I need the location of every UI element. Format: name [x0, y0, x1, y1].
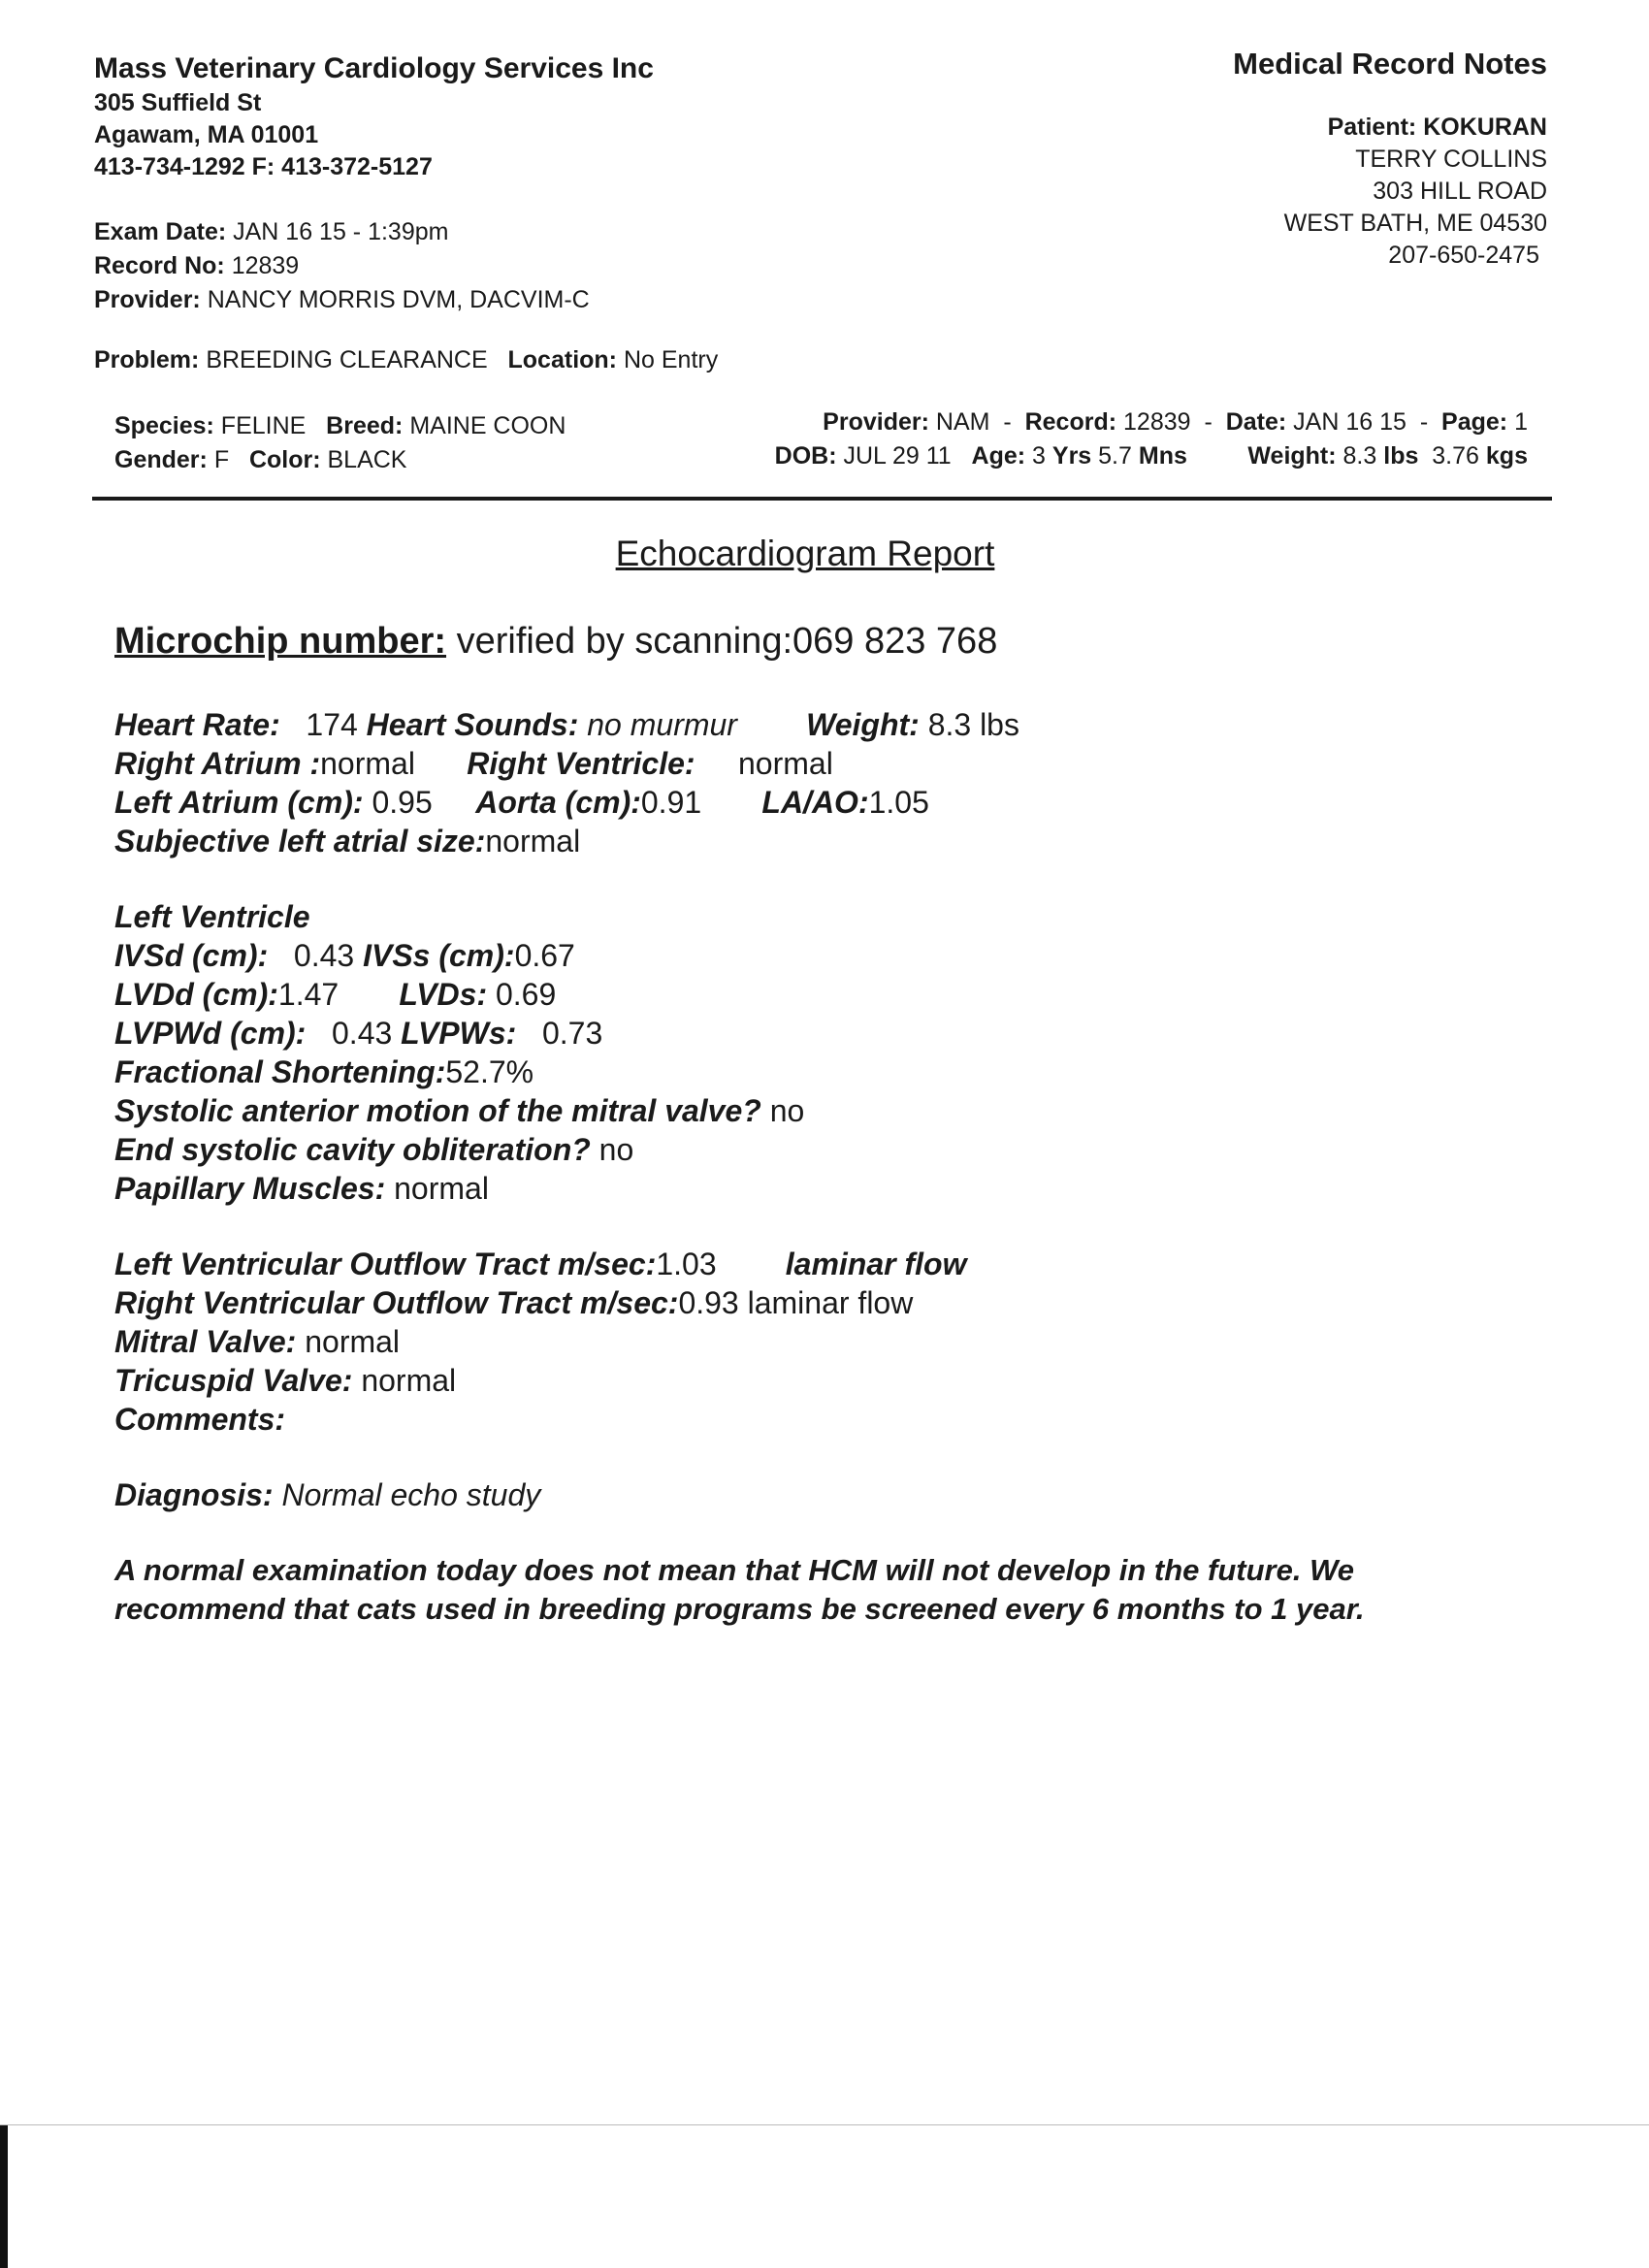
- heart-rate-value: 174: [306, 707, 358, 742]
- sig-provider-value: NAM: [935, 408, 990, 436]
- exam-date-label: Exam Date:: [94, 218, 227, 245]
- problem-value: BREEDING CLEARANCE: [206, 346, 488, 373]
- ivsd-value: 0.43: [293, 938, 355, 973]
- papillary-label: Papillary Muscles:: [114, 1171, 386, 1206]
- ra-value: normal: [320, 746, 415, 781]
- weight-label: Weight:: [1247, 442, 1337, 470]
- microchip-value: verified by scanning:069 823 768: [456, 621, 998, 662]
- color-label: Color:: [248, 446, 321, 473]
- exam-info: [94, 215, 590, 317]
- tricuspid-line: [114, 1361, 1365, 1400]
- owner-phone: 207-650-2475: [1388, 242, 1539, 269]
- age-years-unit: Yrs: [1051, 442, 1092, 470]
- ra-label: Right Atrium :: [114, 746, 321, 781]
- scan-edge-mark: [0, 2124, 8, 2268]
- tricuspid-value: normal: [361, 1363, 457, 1398]
- heart-sounds-label: Heart Sounds:: [366, 707, 579, 742]
- owner-address2: WEST BATH, ME 04530: [1283, 210, 1547, 237]
- record-title: Medical Record Notes: [1233, 47, 1547, 81]
- age-label: Age:: [971, 442, 1026, 470]
- rvot-line: [114, 1283, 1365, 1322]
- laao-label: LA/AO:: [761, 785, 869, 820]
- ivsd-label: IVSd (cm):: [114, 938, 269, 973]
- lvot-value: 1.03: [656, 1247, 717, 1281]
- diagnosis-label: Diagnosis:: [114, 1477, 274, 1512]
- weight-lbs-unit: lbs: [1383, 442, 1419, 470]
- mitral-value: normal: [305, 1324, 401, 1359]
- heart-line: [114, 705, 1365, 744]
- lvd-line: [114, 975, 1365, 1014]
- gender-value: F: [213, 446, 230, 473]
- aorta-value: 0.91: [640, 785, 702, 820]
- weight-kgs: 3.76: [1432, 442, 1479, 470]
- sig-page-value: 1: [1514, 408, 1528, 436]
- esco-value: no: [598, 1132, 634, 1167]
- sig-record-value: 12839: [1123, 408, 1191, 436]
- lvot-flow: laminar flow: [785, 1247, 967, 1281]
- lvot-line: [114, 1245, 1365, 1283]
- laao-value: 1.05: [868, 785, 929, 820]
- lvpws-value: 0.73: [541, 1016, 603, 1051]
- record-no-label: Record No:: [94, 252, 225, 279]
- heart-rate-label: Heart Rate:: [114, 707, 280, 742]
- fs-line: [114, 1053, 1365, 1091]
- rvot-value: 0.93 laminar flow: [678, 1285, 914, 1320]
- age-years: 3: [1032, 442, 1046, 470]
- weight-kgs-unit: kgs: [1485, 442, 1528, 470]
- sam-line: [114, 1091, 1365, 1130]
- la-label: Left Atrium (cm):: [114, 785, 364, 820]
- lv-heading: Left Ventricle: [114, 899, 310, 934]
- disclaimer-line2: recommend that cats used in breeding programs be screened every 6 months to 1 year.: [114, 1592, 1365, 1626]
- owner-name: TERRY COLLINS: [1355, 146, 1547, 173]
- breed-value: MAINE COON: [409, 412, 566, 439]
- signalment-left: [114, 409, 566, 477]
- diagnosis-value: Normal echo study: [281, 1477, 541, 1512]
- species-value: FELINE: [220, 412, 307, 439]
- atrium-line: [114, 744, 1365, 783]
- gender-label: Gender:: [114, 446, 208, 473]
- location-value: No Entry: [623, 346, 719, 373]
- problem-line: [94, 344, 718, 376]
- problem-label: Problem:: [94, 346, 200, 373]
- ivss-value: 0.67: [514, 938, 575, 973]
- aorta-label: Aorta (cm):: [475, 785, 641, 820]
- rv-value: normal: [738, 746, 833, 781]
- lvdd-label: LVDd (cm):: [114, 977, 278, 1012]
- signalment-right: [775, 405, 1528, 473]
- scan-fold-line: [0, 2124, 1649, 2125]
- esco-line: [114, 1130, 1365, 1169]
- age-months-unit: Mns: [1138, 442, 1187, 470]
- rv-label: Right Ventricle:: [467, 746, 695, 781]
- heart-sounds-value: no murmur: [587, 707, 737, 742]
- lvds-value: 0.69: [495, 977, 557, 1012]
- location-label: Location:: [507, 346, 618, 373]
- ivss-label: IVSs (cm):: [363, 938, 515, 973]
- tricuspid-label: Tricuspid Valve:: [114, 1363, 353, 1398]
- comments-label: Comments:: [114, 1402, 286, 1437]
- microchip-label: Microchip number:: [114, 621, 447, 662]
- color-value: BLACK: [327, 446, 407, 473]
- lvpws-label: LVPWs:: [401, 1016, 517, 1051]
- lvds-label: LVDs:: [399, 977, 488, 1012]
- la-line: [114, 783, 1365, 822]
- mitral-label: Mitral Valve:: [114, 1324, 297, 1359]
- practice-street: 305 Suffield St: [94, 89, 262, 116]
- rvot-label: Right Ventricular Outflow Tract m/sec:: [114, 1285, 679, 1320]
- practice-phone: 413-734-1292 F: 413-372-5127: [94, 153, 433, 180]
- practice-header: [94, 50, 654, 183]
- record-no: 12839: [231, 252, 300, 279]
- report-body: [114, 705, 1365, 1629]
- sam-label: Systolic anterior motion of the mitral valve?: [114, 1093, 761, 1128]
- subjective-label: Subjective left atrial size:: [114, 824, 486, 859]
- subjective-line: [114, 822, 1365, 860]
- disclaimer-line1: A normal examination today does not mean that HCM will not develop in the future. We: [114, 1553, 1355, 1587]
- practice-name: Mass Veterinary Cardiology Services Inc: [94, 52, 654, 84]
- subjective-value: normal: [485, 824, 581, 859]
- report-title: Echocardiogram Report: [615, 534, 995, 573]
- papillary-value: normal: [394, 1171, 489, 1206]
- fs-value: 52.7%: [445, 1054, 534, 1089]
- owner-address1: 303 HILL ROAD: [1373, 178, 1547, 205]
- ivs-line: [114, 936, 1365, 975]
- breed-label: Breed:: [326, 412, 404, 439]
- header-divider: [92, 497, 1552, 501]
- exam-date: JAN 16 15 - 1:39pm: [233, 218, 449, 245]
- report-weight-value: 8.3 lbs: [927, 707, 1019, 742]
- la-value: 0.95: [372, 785, 433, 820]
- mitral-line: [114, 1322, 1365, 1361]
- lvpw-line: [114, 1014, 1365, 1053]
- sig-provider-label: Provider:: [823, 408, 929, 436]
- dob-label: DOB:: [774, 442, 837, 470]
- practice-city: Agawam, MA 01001: [94, 121, 319, 148]
- provider-label: Provider:: [94, 286, 201, 313]
- sig-page-label: Page:: [1441, 408, 1508, 436]
- sig-date-label: Date:: [1225, 408, 1287, 436]
- lvot-label: Left Ventricular Outflow Tract m/sec:: [114, 1247, 657, 1281]
- sig-date-value: JAN 16 15: [1293, 408, 1406, 436]
- provider-name: NANCY MORRIS DVM, DACVIM-C: [207, 286, 590, 313]
- weight-lbs: 8.3: [1342, 442, 1377, 470]
- species-label: Species:: [114, 412, 214, 439]
- sep-dash: -: [1419, 408, 1429, 436]
- esco-label: End systolic cavity obliteration?: [114, 1132, 591, 1167]
- dob-value: JUL 29 11: [843, 442, 952, 470]
- sam-value: no: [769, 1093, 805, 1128]
- sep-dash: -: [1204, 408, 1212, 436]
- fs-label: Fractional Shortening:: [114, 1054, 446, 1089]
- lvpwd-value: 0.43: [332, 1016, 393, 1051]
- age-months: 5.7: [1098, 442, 1132, 470]
- report-weight-label: Weight:: [806, 707, 920, 742]
- comments-line: [114, 1400, 1365, 1439]
- lvdd-value: 1.47: [277, 977, 340, 1012]
- lvpwd-label: LVPWd (cm):: [114, 1016, 307, 1051]
- sep-dash: -: [1003, 408, 1012, 436]
- diagnosis-line: [114, 1475, 1365, 1514]
- papillary-line: [114, 1169, 1365, 1208]
- sig-record-label: Record:: [1024, 408, 1117, 436]
- microchip-line: [114, 621, 997, 663]
- patient-block: [1284, 112, 1547, 272]
- patient-name: KOKURAN: [1423, 113, 1547, 141]
- patient-label: Patient:: [1327, 113, 1417, 141]
